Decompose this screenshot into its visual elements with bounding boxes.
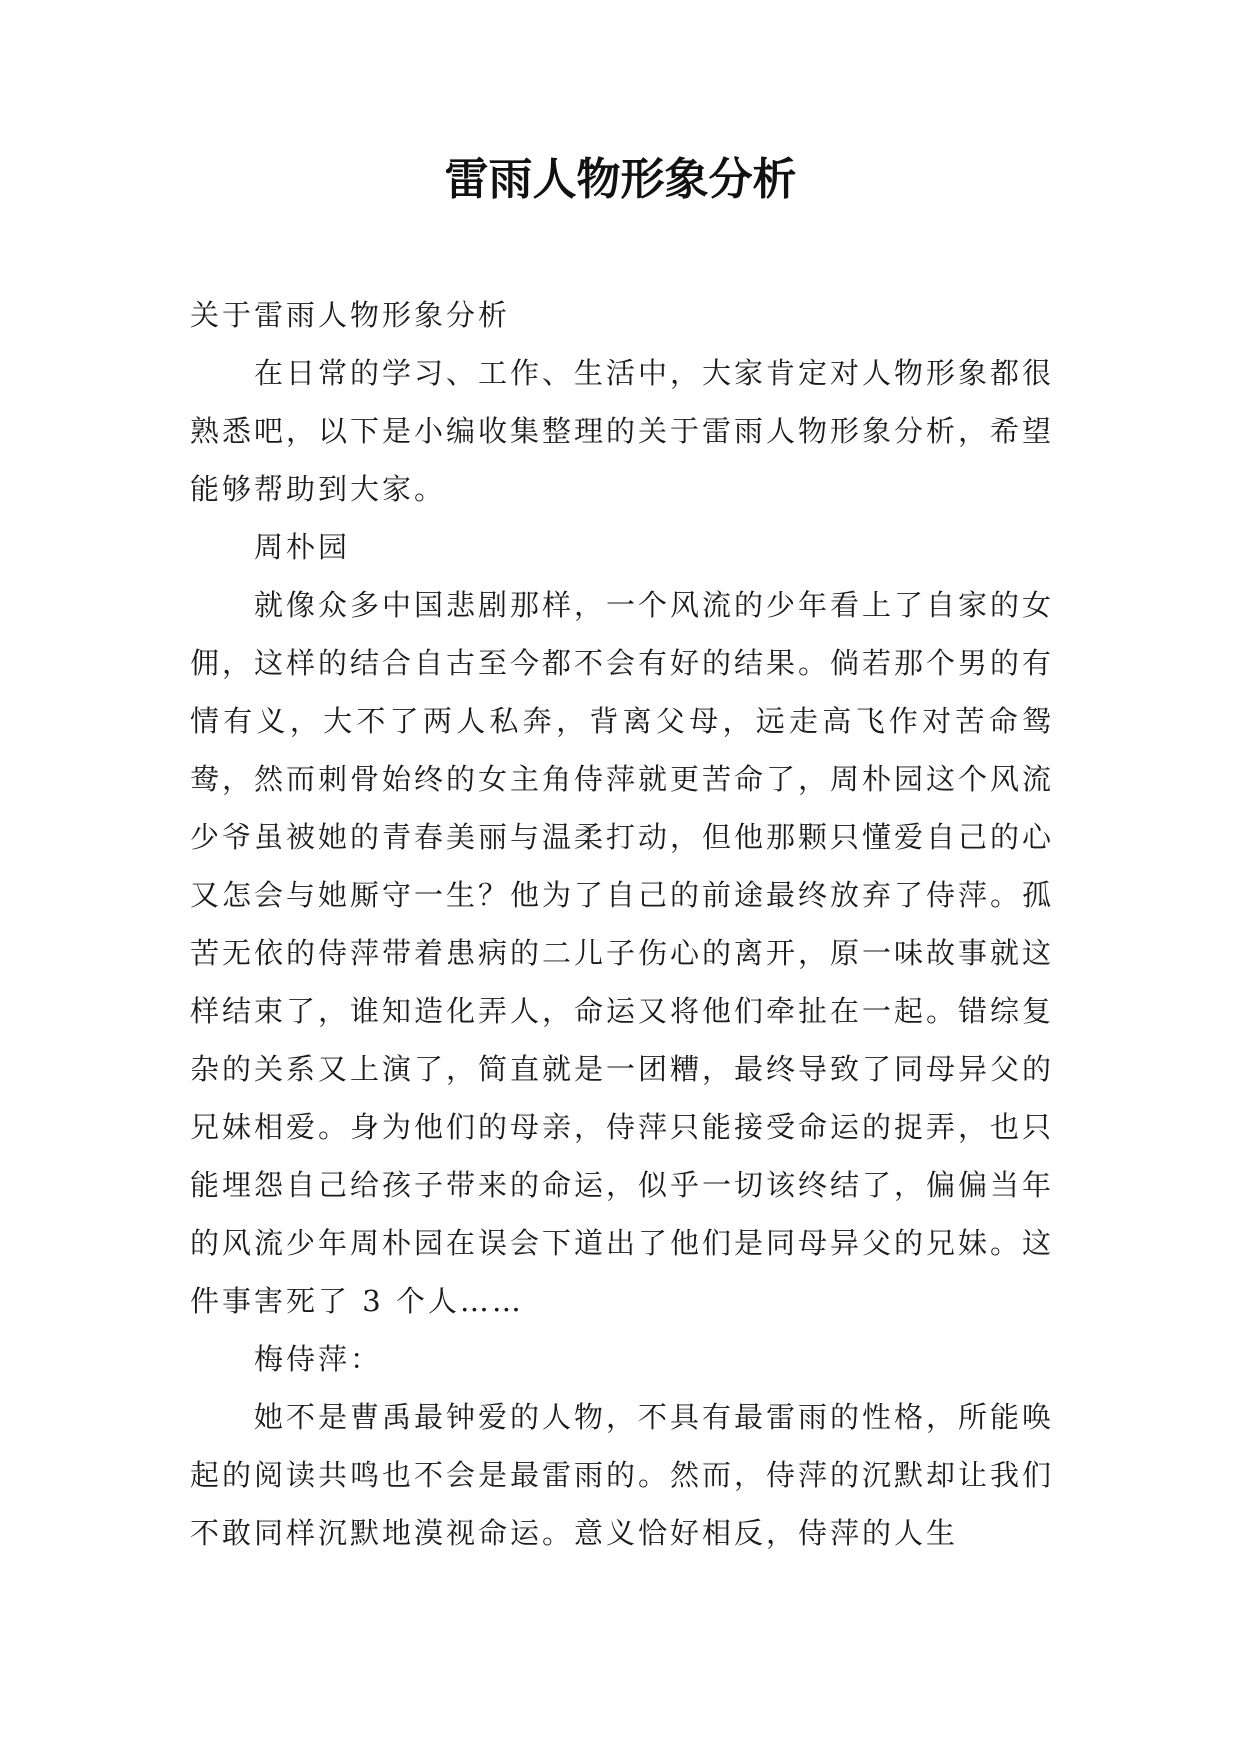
paragraph-zhou-puyuan: 就像众多中国悲剧那样，一个风流的少年看上了自家的女佣，这样的结合自古至今都不会有好的结果。倘若那个男的有情有义，大不了两人私奔，背离父母，远走高飞作对苦命鸳鸯，然而刺骨始终的女主角侍萍就更苦命了，周朴园这个风流少爷虽被她的青春美丽与温柔打动，但他那颗只懂爱自己的心又怎会与她厮守一生？他为了自己的前途最终放弃了侍萍。孤苦无依的侍萍带着患病的二儿子伤心的离开，原一味故事就这样结束了，谁知造化弄人，命运又将他们牵扯在一起。错综复杂的关系又上演了，简直就是一团糟，最终导致了同母异父的兄妹相爱。身为他们的母亲，侍萍只能接受命运的捉弄，也只能埋怨自己给孩子带来的命运，似乎一切该终结了，偏偏当年的风流少年周朴园在误会下道出了他们是同母异父的兄妹。这件事害死了 3 个人…… bbox=[190, 588, 1055, 1318]
section-heading-zhou-puyuan: 周朴园 bbox=[254, 530, 351, 564]
paragraph-intro: 在日常的学习、工作、生活中，大家肯定对人物形象都很熟悉吧，以下是小编收集整理的关于雷雨人物形象分析，希望能够帮助到大家。 bbox=[190, 356, 1055, 506]
document-body bbox=[190, 286, 1054, 1562]
paragraph-heading: 关于雷雨人物形象分析 bbox=[190, 298, 511, 332]
section-heading-mei-shiping: 梅侍萍： bbox=[254, 1342, 383, 1376]
document-title: 雷雨人物形象分析 bbox=[444, 154, 797, 205]
paragraph-mei-shiping: 她不是曹禹最钟爱的人物，不具有最雷雨的性格，所能唤起的阅读共鸣也不会是最雷雨的。然而，侍萍的沉默却让我们不敢同样沉默地漠视命运。意义恰好相反，侍萍的人生 bbox=[190, 1400, 1055, 1550]
